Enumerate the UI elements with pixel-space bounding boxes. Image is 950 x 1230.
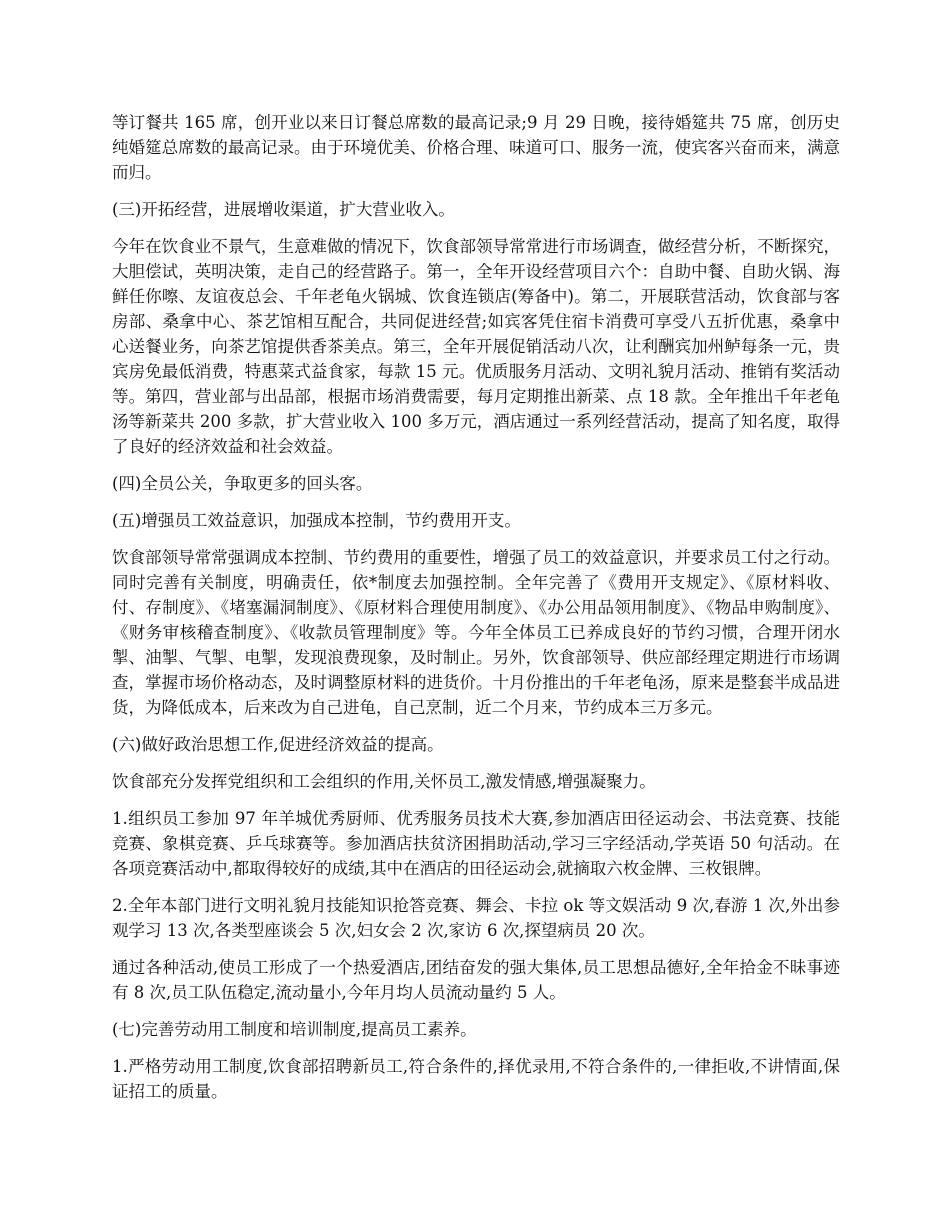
heading-section-5: (五)增强员工效益意识，加强成本控制，节约费用开支。 [112, 511, 521, 530]
paragraph-party-union: 饮食部充分发挥党组织和工会组织的作用,关怀员工,激发情感,增强凝聚力。 [112, 772, 656, 791]
paragraph-banquet-records: 等订餐共 165 席，创开业以来日订餐总席数的最高记录;9 月 29 日晚，接待婚筵共 75 席，创历史纯婚筵总席数的最高记录。由于环境优美、价格合理、味道可口、服务一流，使宾客兴奋而来，满意而归。 [112, 113, 840, 182]
list-item-recruitment: 1.严格劳动用工制度,饮食部招聘新员工,符合条件的,择优录用,不符合条件的,一律拒收,不讲情面,保证招工的质量。 [112, 1057, 840, 1101]
document-page [112, 110, 840, 1116]
list-item-activities: 2.全年本部门进行文明礼貌月技能知识抢答竞赛、舞会、卡拉 ok 等文娱活动 9 次,春游 1 次,外出参观学习 13 次,各类型座谈会 5 次,妇女会 2 次,家访 6 次,探望病员 20 次。 [112, 896, 840, 940]
paragraph-cost-control: 饮食部领导常常强调成本控制、节约费用的重要性，增强了员工的效益意识，并要求员工付之行动。同时完善有关制度，明确责任，依*制度去加强控制。全年完善了《费用开支规定》、《原材料收、付、存制度》、《堵塞漏洞制度》、《原材料合理使用制度》、《办公用品领用制度》、《物品申购制度》、《财务审核稽查制度》、《收款员管理制度》等。今年全体员工已养成良好的节约习惯，合理开闭水掣、油掣、气掣、电掣，发现浪费现象，及时制止。另外，饮食部领导、供应部经理定期进行市场调查，掌握市场价格动态，及时调整原材料的进货价。十月份推出的千年老龟汤，原来是整套半成品进货，为降低成本，后来改为自己进龟，自己烹制，近二个月来，节约成本三万多元。 [112, 548, 840, 717]
paragraph-team-results: 通过各种活动,使员工形成了一个热爱酒店,团结奋发的强大集体,员工思想品德好,全年拾金不昧事迹有 8 次,员工队伍稳定,流动量小,今年月均人员流动量约 5 人。 [112, 958, 840, 1002]
heading-section-6: (六)做好政治思想工作,促进经济效益的提高。 [112, 735, 444, 754]
heading-section-3: (三)开拓经营，进展增收渠道，扩大营业收入。 [112, 200, 455, 219]
paragraph-business-expansion: 今年在饮食业不景气，生意难做的情况下，饮食部领导常常进行市场调查，做经营分析，不断探究，大胆偿试，英明决策，走自己的经营路子。第一，全年开设经营项目六个：自助中餐、自助火锅、海鲜任你嚓、友谊夜总会、千年老龟火锅城、饮食连锁店(筹备中)。第二，开展联营活动，饮食部与客房部、桑拿中心、茶艺馆相互配合，共同促进经营;如宾客凭住宿卡消费可享受八五折优惠，桑拿中心送餐业务，向茶艺馆提供香茶美点。第三，全年开展促销活动八次，让利酬宾加州鲈每条一元，贵宾房免最低消费，特惠菜式益食家，每款 15 元。优质服务月活动、文明礼貌月活动、推销有奖活动等。第四，营业部与出品部，根据市场消费需要，每月定期推出新菜、点 18 款。全年推出千年老龟汤等新菜共 200 多款，扩大营业收入 100 多万元，酒店通过一系列经营活动，提高了知名度，取得了良好的经济效益和社会效益。 [112, 237, 840, 456]
list-item-competitions: 1.组织员工参加 97 年羊城优秀厨师、优秀服务员技术大赛,参加酒店田径运动会、书法竞赛、技能竞赛、象棋竞赛、乒乓球赛等。参加酒店扶贫济困捐助活动,学习三字经活动,学英语 50 句活动。在各项竞赛活动中,都取得较好的成绩,其中在酒店的田径运动会,就摘取六枚金牌、三枚银牌。 [112, 809, 840, 878]
heading-section-4: (四)全员公关，争取更多的回头客。 [112, 474, 373, 493]
heading-section-7: (七)完善劳动用工制度和培训制度,提高员工素养。 [112, 1020, 477, 1039]
